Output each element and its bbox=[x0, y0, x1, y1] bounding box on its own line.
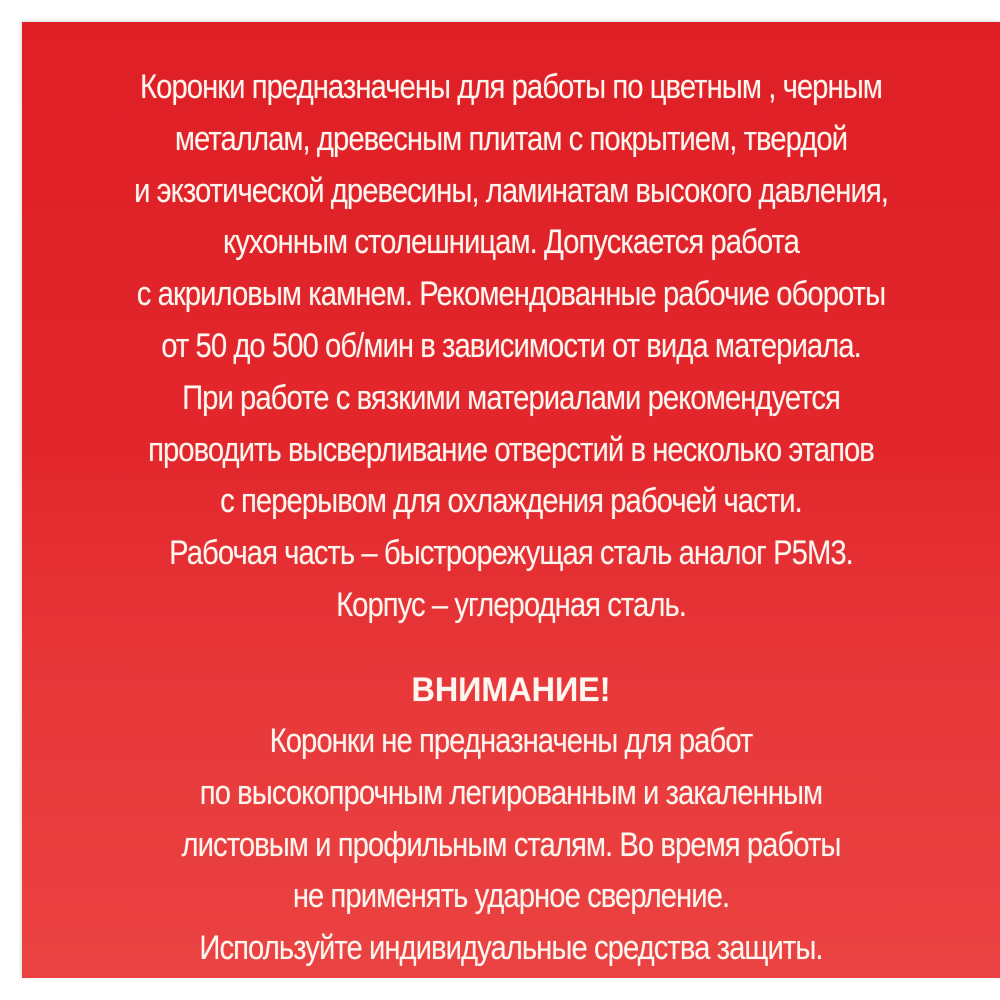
description-line: кухонным столешницам. Допускается работа bbox=[223, 223, 799, 262]
description-line: При работе с вязкими материалами рекомендуется bbox=[182, 378, 840, 417]
description-line: Рабочая часть – быстрорежущая сталь аналог Р5М3. bbox=[169, 534, 853, 573]
description-line: металлам, древесным плитам с покрытием, твердой bbox=[174, 119, 848, 158]
description-line: проводить высверливание отверстий в несколько этапов bbox=[148, 430, 874, 469]
description-line: от 50 до 500 об/мин в зависимости от вида материала. bbox=[161, 326, 861, 365]
warning-line: не применять ударное сверление. bbox=[292, 877, 730, 916]
warning-title: ВНИМАНИЕ! bbox=[411, 671, 611, 709]
description-line: с акриловым камнем. Рекомендованные рабочие обороты bbox=[136, 275, 886, 314]
warning-line: Используйте индивидуальные средства защиты. bbox=[199, 929, 823, 968]
warning-block bbox=[22, 664, 1000, 975]
warning-line: листовым и профильным сталям. Во время работы bbox=[181, 825, 841, 864]
description-line: и экзотической древесины, ламинатам высокого давления, bbox=[134, 171, 888, 210]
description-block bbox=[22, 62, 1000, 632]
warning-line: Коронки не предназначены для работ bbox=[269, 722, 753, 760]
description-line: с перерывом для охлаждения рабочей части. bbox=[220, 482, 802, 521]
description-line: Корпус – углеродная сталь. bbox=[336, 585, 686, 624]
description-line: Коронки предназначены для работы по цветным , черным bbox=[140, 68, 882, 106]
red-packaging-panel bbox=[22, 22, 1000, 978]
warning-line: по высокопрочным легированным и закаленным bbox=[199, 773, 823, 812]
